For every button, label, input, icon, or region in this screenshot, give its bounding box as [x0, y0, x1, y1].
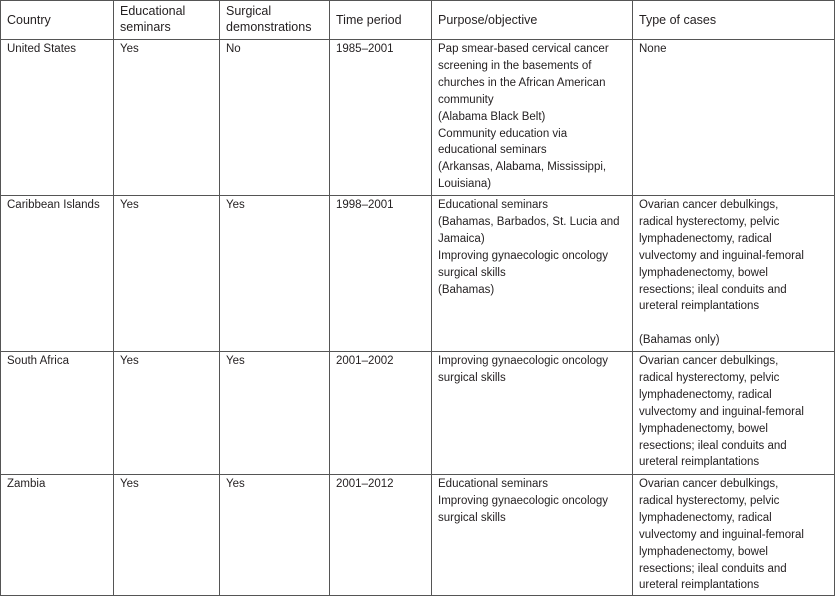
cell-type-of-cases — [633, 475, 835, 596]
cases-line: lymphadenectomy, bowel — [639, 266, 768, 279]
cases-line: resections; ileal conduits and — [639, 283, 787, 296]
header-type-of-cases: Type of cases — [633, 1, 835, 40]
purpose-line: (Bahamas, Barbados, St. Lucia and — [438, 215, 620, 228]
cases-line: radical hysterectomy, pelvic — [639, 215, 780, 228]
cell-country: Caribbean Islands — [1, 196, 114, 352]
table-row — [1, 352, 835, 475]
purpose-line: churches in the African American — [438, 76, 606, 89]
purpose-line: educational seminars — [438, 144, 547, 157]
cases-line: resections; ileal conduits and — [639, 439, 787, 452]
purpose-line: surgical skills — [438, 266, 506, 279]
cases-line: lymphadenectomy, bowel — [639, 422, 768, 435]
cell-purpose — [432, 40, 633, 196]
cell-time-period: 2001–2012 — [330, 475, 432, 596]
cell-time-period: 2001–2002 — [330, 352, 432, 475]
header-time-period: Time period — [330, 1, 432, 40]
purpose-line: Louisiana) — [438, 178, 492, 191]
cell-surgical-demonstrations: Yes — [220, 352, 330, 475]
line-gap — [639, 315, 828, 332]
cell-purpose — [432, 475, 633, 596]
table-row — [1, 196, 835, 352]
table-body — [1, 40, 835, 596]
cell-type-of-cases — [633, 40, 835, 196]
purpose-line: Improving gynaecologic oncology — [438, 494, 609, 507]
cases-line: radical hysterectomy, pelvic — [639, 494, 780, 507]
cases-line: radical hysterectomy, pelvic — [639, 371, 780, 384]
table-header — [1, 1, 835, 40]
cases-line: ureteral reimplantations — [639, 456, 760, 469]
cell-country: Zambia — [1, 475, 114, 596]
cell-educational-seminars: Yes — [114, 352, 220, 475]
cell-type-of-cases — [633, 196, 835, 352]
cell-educational-seminars: Yes — [114, 475, 220, 596]
cell-country: South Africa — [1, 352, 114, 475]
cases-line: (Bahamas only) — [639, 334, 720, 347]
cases-line: vulvectomy and inguinal-femoral — [639, 249, 804, 262]
cases-line: ureteral reimplantations — [639, 579, 760, 592]
purpose-line: community — [438, 93, 494, 106]
header-purpose-objective: Purpose/objective — [432, 1, 633, 40]
cases-line: vulvectomy and inguinal-femoral — [639, 528, 804, 541]
table-row — [1, 40, 835, 196]
header-educational-seminars: Educational seminars — [114, 1, 220, 40]
purpose-line: (Alabama Black Belt) — [438, 110, 546, 123]
table-row — [1, 475, 835, 596]
purpose-line: Educational seminars — [438, 478, 548, 490]
cell-surgical-demonstrations: No — [220, 40, 330, 196]
cases-line: lymphadenectomy, bowel — [639, 545, 768, 558]
purpose-line: Improving gynaecologic oncology — [438, 249, 609, 262]
cell-surgical-demonstrations: Yes — [220, 196, 330, 352]
cases-line: vulvectomy and inguinal-femoral — [639, 405, 804, 418]
header-row — [1, 1, 835, 40]
purpose-line: surgical skills — [438, 511, 506, 524]
cases-line: lymphadenectomy, radical — [639, 232, 772, 245]
cases-line: lymphadenectomy, radical — [639, 388, 772, 401]
cell-type-of-cases — [633, 352, 835, 475]
cell-educational-seminars: Yes — [114, 196, 220, 352]
purpose-line: screening in the basements of — [438, 59, 592, 72]
cases-line: ureteral reimplantations — [639, 300, 760, 313]
cases-line: Ovarian cancer debulkings, — [639, 478, 779, 490]
purpose-line: Community education via — [438, 127, 568, 140]
cases-line: Ovarian cancer debulkings, — [639, 199, 779, 211]
cell-time-period: 1985–2001 — [330, 40, 432, 196]
purpose-line: Jamaica) — [438, 232, 485, 245]
header-surgical-demonstrations: Surgical demonstrations — [220, 1, 330, 40]
cases-line: None — [639, 43, 667, 55]
purpose-line: Pap smear-based cervical cancer — [438, 43, 609, 55]
header-country: Country — [1, 1, 114, 40]
cell-purpose — [432, 352, 633, 475]
purpose-line: Improving gynaecologic oncology — [438, 355, 609, 367]
purpose-line: Educational seminars — [438, 199, 548, 211]
cases-line: resections; ileal conduits and — [639, 562, 787, 575]
purpose-line: (Bahamas) — [438, 283, 495, 296]
cell-time-period: 1998–2001 — [330, 196, 432, 352]
cases-line: lymphadenectomy, radical — [639, 511, 772, 524]
cell-educational-seminars: Yes — [114, 40, 220, 196]
cell-surgical-demonstrations: Yes — [220, 475, 330, 596]
cell-purpose — [432, 196, 633, 352]
purpose-line: (Arkansas, Alabama, Mississippi, — [438, 161, 607, 174]
cell-country: United States — [1, 40, 114, 196]
purpose-line: surgical skills — [438, 371, 506, 384]
cases-line: Ovarian cancer debulkings, — [639, 355, 779, 367]
